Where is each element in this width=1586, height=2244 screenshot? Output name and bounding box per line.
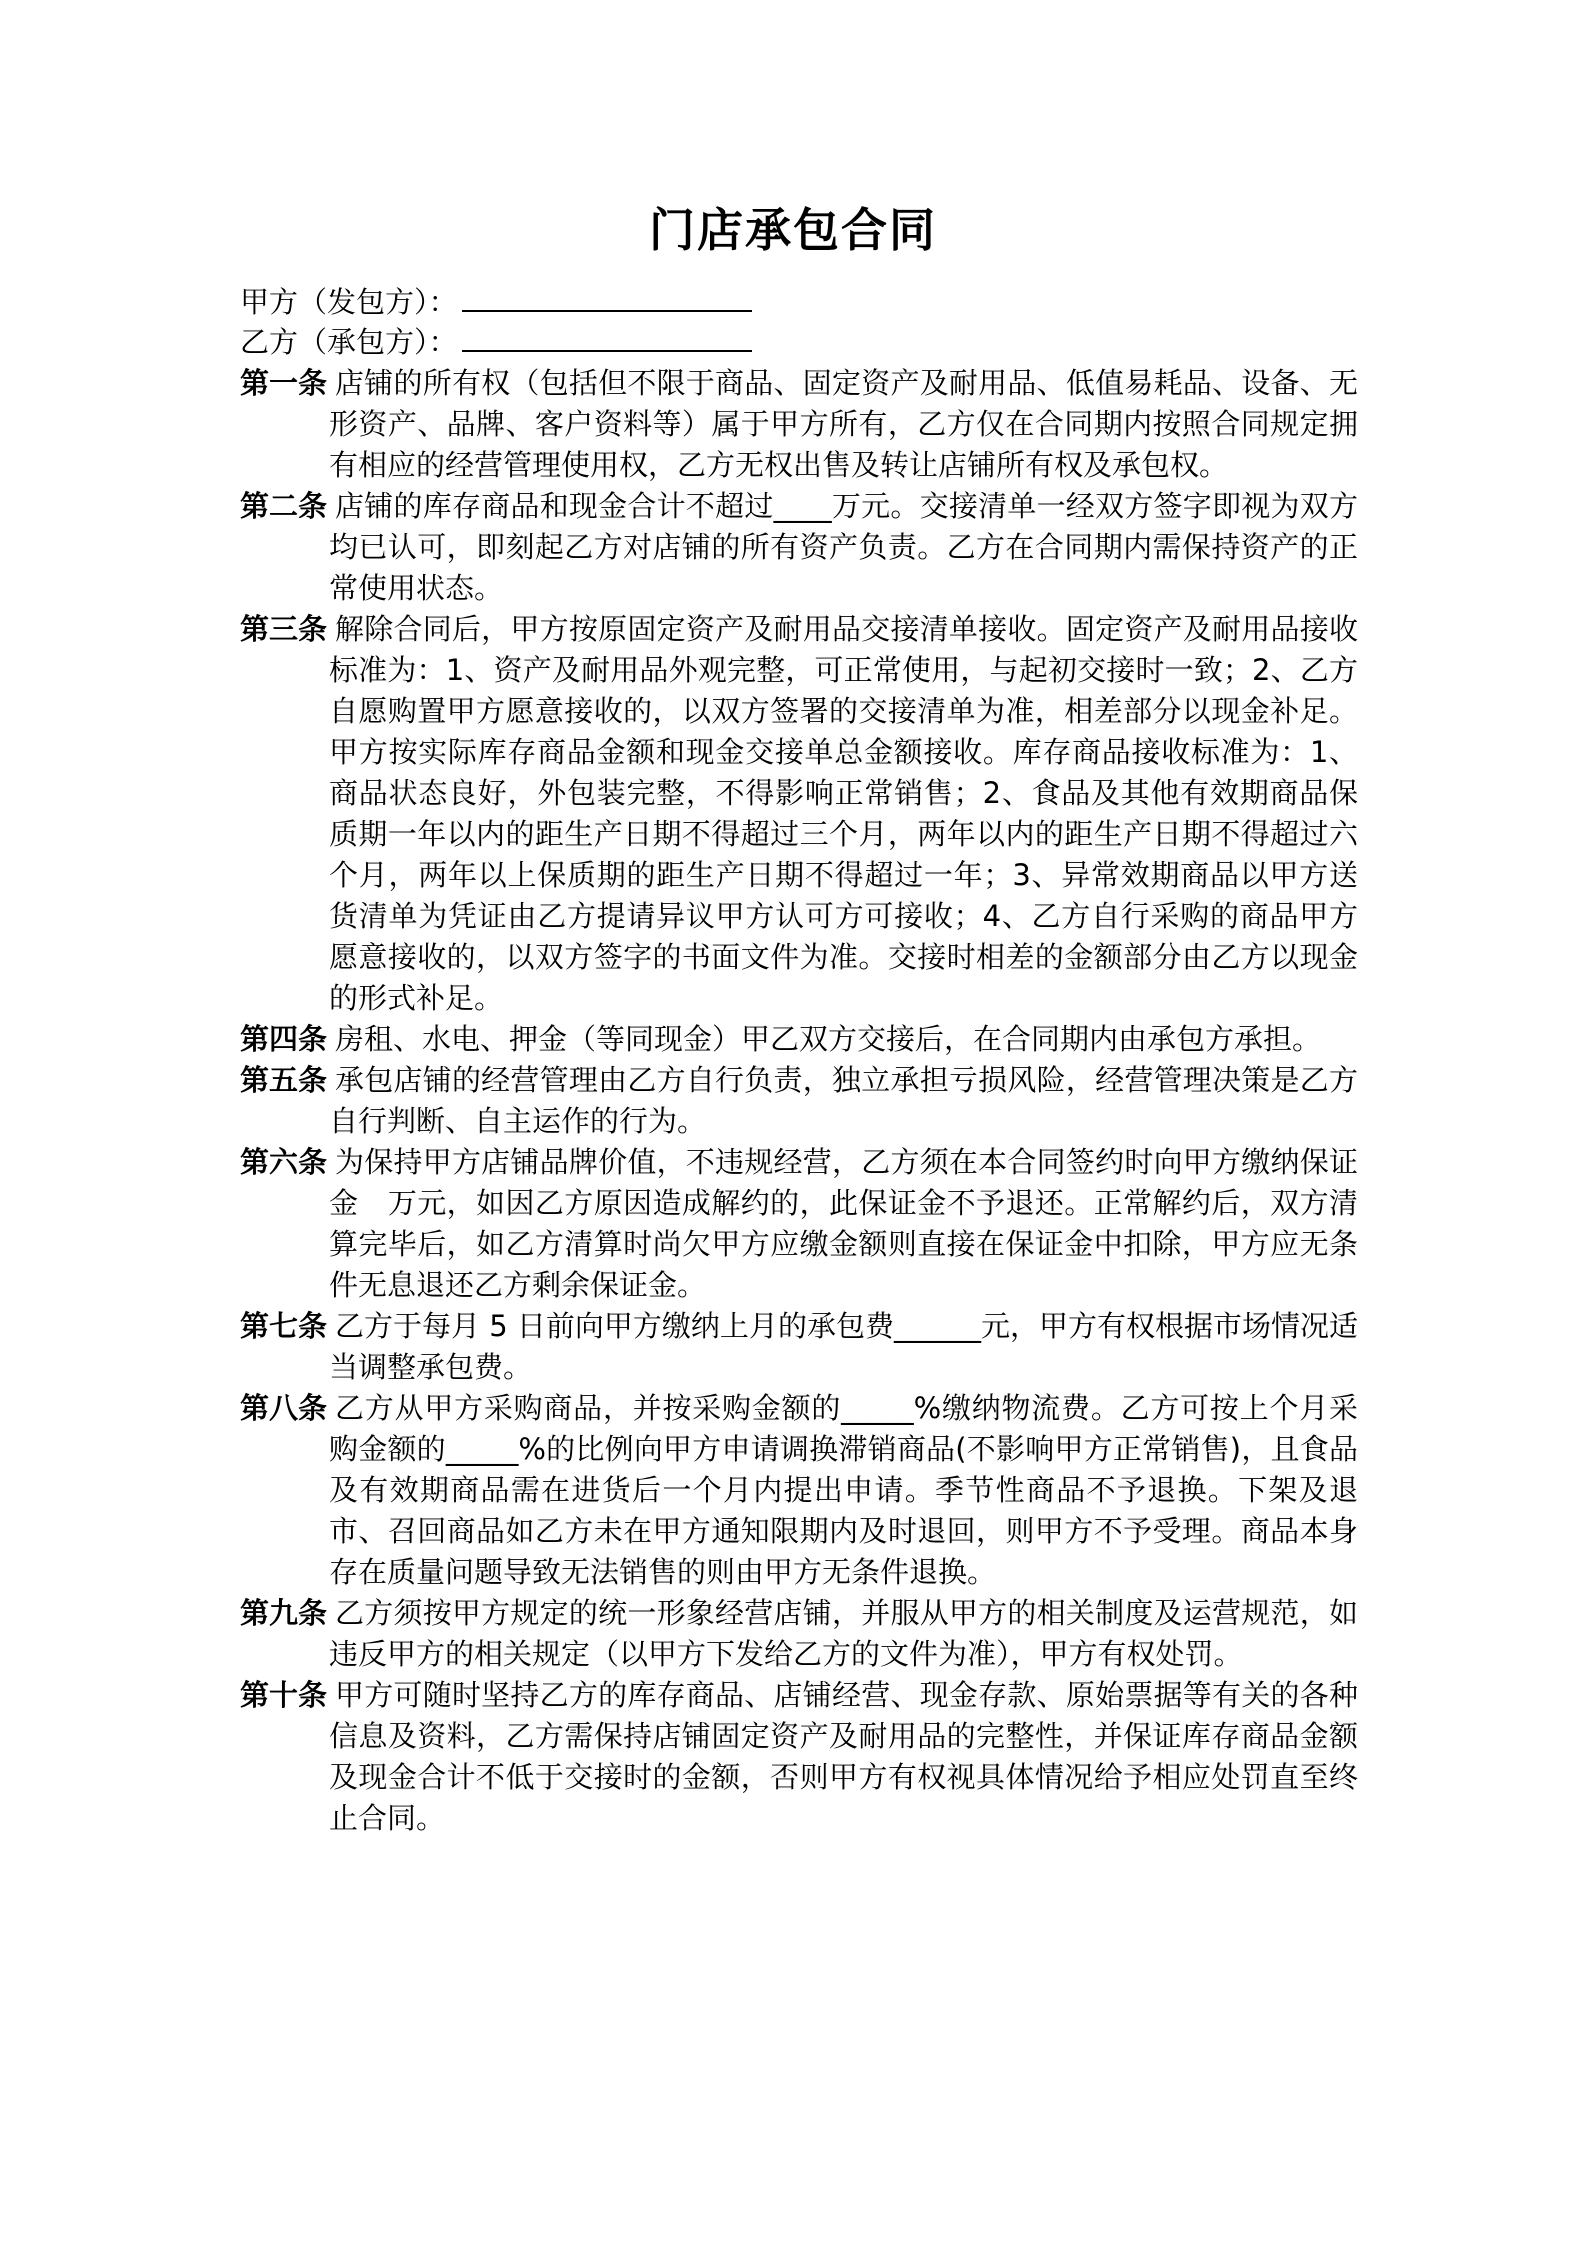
- article-list: [240, 363, 1358, 1839]
- article-10: [240, 1675, 1358, 1839]
- article-text: 店铺的库存商品和现金合计不超过____万元。交接清单一经双方签字即视为双方均已认可，即刻起乙方对店铺的所有资产负责。乙方在合同期内需保持资产的正常使用状态。: [329, 489, 1358, 605]
- article-number: 第四条: [240, 1022, 328, 1056]
- article-number: 第三条: [240, 612, 328, 646]
- party-b-line: [240, 320, 752, 362]
- party-a-blank: [462, 280, 752, 312]
- party-b-blank: [462, 320, 752, 352]
- party-a-label: 甲方（发包方）：: [240, 285, 458, 319]
- article-8: [240, 1388, 1358, 1593]
- article-number: 第十条: [240, 1678, 328, 1712]
- article-text: 乙方从甲方采购商品，并按采购金额的_____%缴纳物流费。乙方可按上个月采购金额的_____%的比例向甲方申请调换滞销商品(不影响甲方正常销售)，且食品及有效期商品需在进货后一个月内提出申请。季节性商品不予退换。下架及退市、召回商品如乙方未在甲方通知限期内及时退回，则甲方不予受理。商品本身存在质量问题导致无法销售的则由甲方无条件退换。: [329, 1391, 1358, 1589]
- article-3: [240, 609, 1358, 1019]
- article-text: 店铺的所有权（包括但不限于商品、固定资产及耐用品、低值易耗品、设备、无形资产、品牌、客户资料等）属于甲方所有，乙方仅在合同期内按照合同规定拥有相应的经营管理使用权，乙方无权出售及转让店铺所有权及承包权。: [329, 366, 1358, 482]
- article-text: 解除合同后，甲方按原固定资产及耐用品交接清单接收。固定资产及耐用品接收标准为：1、资产及耐用品外观完整，可正常使用，与起初交接时一致；2、乙方自愿购置甲方愿意接收的，以双方签署的交接清单为准，相差部分以现金补足。甲方按实际库存商品金额和现金交接单总金额接收。库存商品接收标准为：1、商品状态良好，外包装完整，不得影响正常销售；2、食品及其他有效期商品保质期一年以内的距生产日期不得超过三个月，两年以内的距生产日期不得超过六个月，两年以上保质期的距生产日期不得超过一年；3、异常效期商品以甲方送货清单为凭证由乙方提请异议甲方认可方可接收；4、乙方自行采购的商品甲方愿意接收的，以双方签字的书面文件为准。交接时相差的金额部分由乙方以现金的形式补足。: [329, 612, 1358, 1015]
- article-1: [240, 363, 1358, 486]
- article-text: 为保持甲方店铺品牌价值，不违规经营，乙方须在本合同签约时向甲方缴纳保证金 万元，如因乙方原因造成解约的，此保证金不予退还。正常解约后，双方清算完毕后，如乙方清算时尚欠甲方应缴金额则直接在保证金中扣除，甲方应无条件无息退还乙方剩余保证金。: [329, 1145, 1358, 1302]
- article-number: 第一条: [240, 366, 328, 400]
- article-2: [240, 486, 1358, 609]
- article-number: 第八条: [240, 1391, 328, 1425]
- article-number: 第九条: [240, 1596, 328, 1630]
- article-text: 房租、水电、押金（等同现金）甲乙双方交接后，在合同期内由承包方承担。: [335, 1022, 1322, 1056]
- article-number: 第五条: [240, 1063, 328, 1097]
- article-text: 乙方须按甲方规定的统一形象经营店铺，并服从甲方的相关制度及运营规范，如违反甲方的相关规定（以甲方下发给乙方的文件为准），甲方有权处罚。: [329, 1596, 1358, 1671]
- article-text: 乙方于每月 5 日前向甲方缴纳上月的承包费______元，甲方有权根据市场情况适当调整承包费。: [329, 1309, 1358, 1384]
- article-number: 第二条: [240, 489, 328, 523]
- party-a-line: [240, 280, 752, 322]
- article-4: [240, 1019, 1358, 1060]
- article-number: 第七条: [240, 1309, 328, 1343]
- article-9: [240, 1593, 1358, 1675]
- article-6: [240, 1142, 1358, 1306]
- party-b-label: 乙方（承包方）：: [240, 325, 458, 359]
- article-text: 甲方可随时坚持乙方的库存商品、店铺经营、现金存款、原始票据等有关的各种信息及资料，乙方需保持店铺固定资产及耐用品的完整性，并保证库存商品金额及现金合计不低于交接时的金额，否则甲方有权视具体情况给予相应处罚直至终止合同。: [329, 1678, 1358, 1835]
- article-7: [240, 1306, 1358, 1388]
- article-5: [240, 1060, 1358, 1142]
- article-text: 承包店铺的经营管理由乙方自行负责，独立承担亏损风险，经营管理决策是乙方自行判断、自主运作的行为。: [329, 1063, 1358, 1138]
- document-title: 门店承包合同: [649, 203, 937, 257]
- article-number: 第六条: [240, 1145, 328, 1179]
